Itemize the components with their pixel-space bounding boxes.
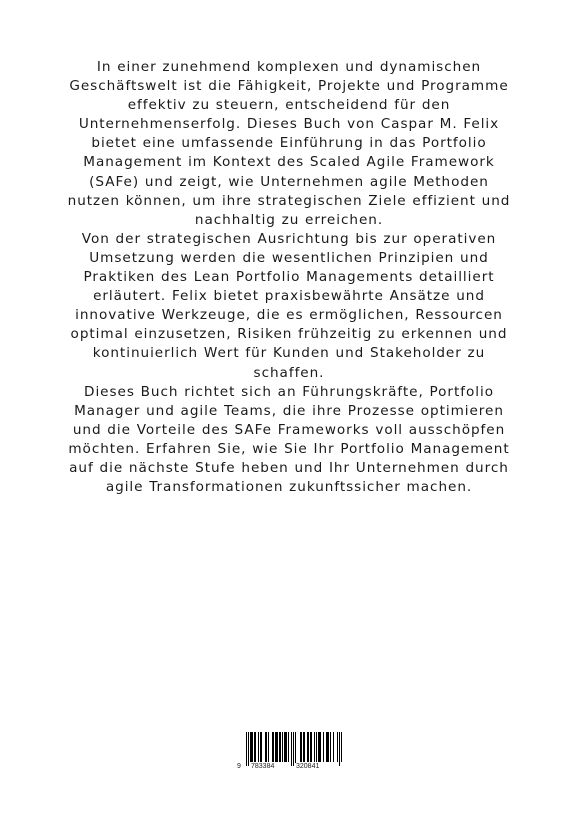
barcode-bar: [295, 732, 296, 766]
barcode-bar: [291, 732, 292, 766]
barcode-bar: [254, 732, 255, 762]
barcode-digits: [236, 763, 342, 773]
blurb-paragraph-1: In einer zunehmend komplexen und dynamischen Geschäftswelt ist die Fähigkeit, Projekte und Programme effektiv zu steuern, entscheidend für den Unternehmenserfolg. Dieses Buch von Caspar M. Felix bietet eine umfassende Einführung in das Portfolio Management im Kontext des Scaled Agile Framework (SAFe) und zeigt, wie Unternehmen agile Methoden nutzen können, um ihre strategischen Ziele effizient und nachhaltig zu erreichen.: [67, 59, 511, 228]
barcode-bar: [307, 732, 308, 762]
barcode-bar: [320, 732, 321, 762]
barcode-bar: [260, 732, 261, 762]
blurb-text: [62, 58, 516, 497]
isbn-barcode: [236, 732, 342, 772]
barcode-bar: [323, 732, 324, 762]
barcode-bar: [284, 732, 285, 762]
barcode-bar: [303, 732, 304, 762]
barcode-bar: [319, 732, 320, 762]
barcode-bar: [250, 732, 251, 762]
barcode-bar: [276, 732, 277, 762]
barcode-bar: [266, 732, 267, 762]
barcode-bar: [300, 732, 301, 762]
barcode-bar: [293, 732, 294, 766]
barcode-bar: [261, 732, 262, 762]
barcode-bar: [252, 732, 253, 762]
barcode-bar: [326, 732, 327, 762]
blurb-paragraph-3: Dieses Buch richtet sich an Führungskräfte, Portfolio Manager und agile Teams, die ihre Prozesse optimieren und die Vorteile des SAFe Frameworks voll ausschöpfen möchten. Erfahren Sie, wie Sie Ihr Portfolio Management auf die nächste Stufe heben und Ihr Unternehmen durch agile Transformationen zukunftssicher machen.: [68, 383, 510, 496]
barcode-bar: [246, 732, 247, 766]
barcode-bar: [301, 732, 302, 762]
barcode-bar: [273, 732, 274, 762]
barcode-bar: [310, 732, 311, 762]
barcode-bar: [311, 732, 312, 762]
blurb-paragraph-2: Von der strategischen Ausrichtung bis zur operativen Umsetzung werden die wesentlichen Prinzipien und Praktiken des Lean Portfolio Managements detailliert erläutert. Felix bietet praxisbewährte Ansätze und innovative Werkzeuge, die es ermöglichen, Ressourcen optimal einzusetzen, Risiken frühzeitig zu erkennen und kontinuierlich Wert für Kunden und Stakeholder zu schaffen.: [70, 230, 508, 381]
barcode-bar: [333, 732, 334, 762]
barcode-bar: [258, 732, 259, 762]
barcode-bar: [308, 732, 309, 762]
barcode-bar: [327, 732, 328, 762]
barcode-bar: [328, 732, 329, 762]
barcode-bar: [251, 732, 252, 762]
barcode-bar: [337, 732, 338, 762]
barcode-bar: [330, 732, 331, 762]
barcode-bar: [341, 732, 342, 762]
barcode-group-2: 320841: [296, 763, 320, 770]
barcode-bar: [272, 732, 273, 762]
barcode-bar: [286, 732, 287, 762]
barcode-bar: [288, 732, 289, 762]
barcode-bar: [314, 732, 315, 762]
barcode-lead-digit: 9: [237, 763, 241, 770]
barcode-bar: [275, 732, 276, 762]
barcode-bar: [255, 732, 256, 762]
barcode-bar: [277, 732, 278, 762]
barcode-bars: [236, 732, 342, 766]
barcode-bar: [318, 732, 319, 762]
barcode-bar: [339, 732, 340, 766]
barcode-group-1: 783384: [251, 763, 275, 770]
barcode-bar: [282, 732, 283, 762]
barcode-bar: [265, 732, 266, 762]
barcode-bar: [268, 732, 269, 762]
barcode-bar: [285, 732, 286, 762]
barcode-bar: [280, 732, 281, 762]
barcode-bar: [248, 732, 249, 766]
barcode-bar: [304, 732, 305, 762]
barcode-bar: [316, 732, 317, 762]
barcode-bar: [279, 732, 280, 762]
